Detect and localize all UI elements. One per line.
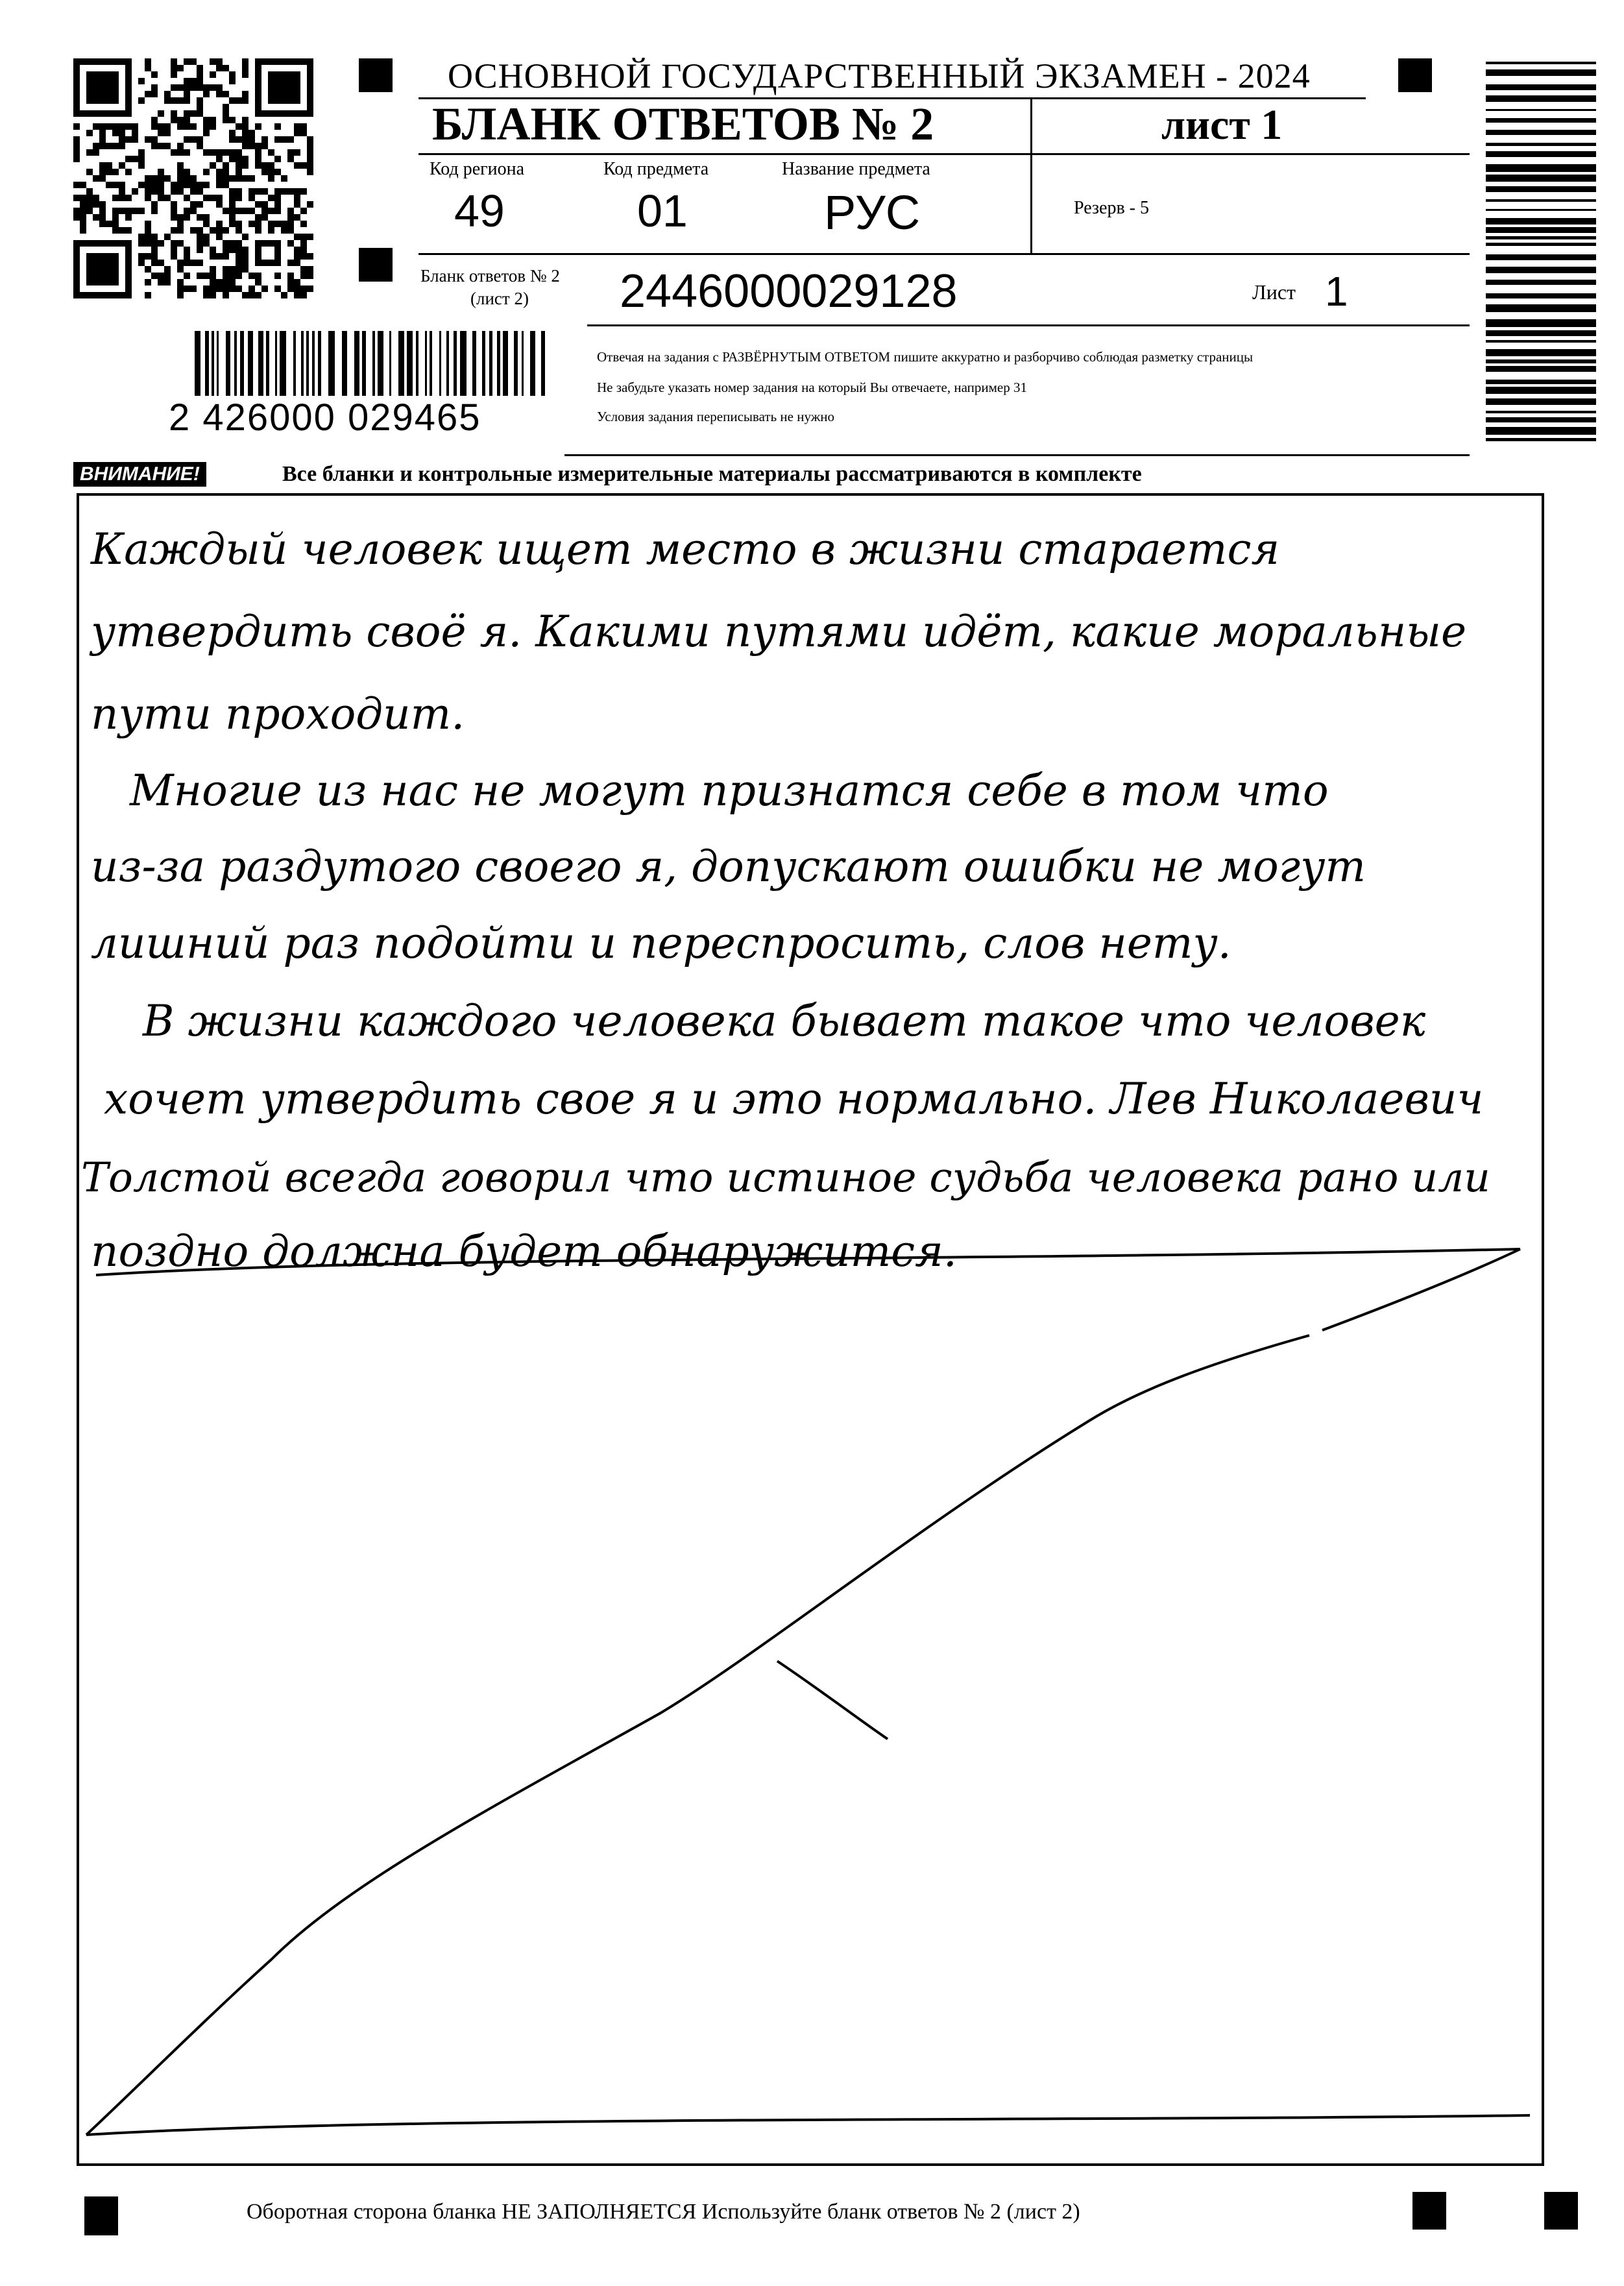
instruction-line-3: Условия задания переписывать не нужно (597, 409, 834, 424)
region-code-value: 49 (454, 186, 505, 236)
side-barcode (1486, 62, 1596, 444)
subject-code-label: Код предмета (603, 159, 709, 179)
subject-code-value: 01 (637, 186, 688, 236)
attention-badge: ВНИМАНИЕ! (73, 462, 206, 487)
answer-line: из-за раздутого своего я, допускают ошибки не могут (91, 842, 1366, 892)
link-label-2: (лист 2) (470, 289, 529, 308)
registration-marker-bottom-right-1 (1412, 2192, 1446, 2230)
link-label-1: Бланк ответов № 2 (420, 266, 560, 286)
answer-line: лишний раз подойти и переспросить, слов нету. (91, 918, 1231, 968)
link-barcode-number: 2446000029128 (620, 265, 958, 317)
title-divider (1030, 97, 1032, 253)
registration-marker-mid-left (359, 248, 393, 282)
header-line-3 (418, 253, 1470, 255)
footer-text: Оборотная сторона бланка НЕ ЗАПОЛНЯЕТСЯ Используйте бланк ответов № 2 (лист 2) (247, 2200, 1080, 2224)
answer-line: Многие из нас не могут признатся себе в том что (130, 766, 1329, 816)
header-bottom-line (564, 454, 1470, 456)
reserve-label: Резерв - 5 (1074, 198, 1150, 218)
registration-marker-bottom-left (84, 2196, 118, 2235)
registration-marker-bottom-right-2 (1544, 2192, 1578, 2230)
answer-line: Толстой всегда говорил что истиное судьба человека рано или (81, 1154, 1490, 1201)
sheet-label: лист 1 (1161, 101, 1283, 149)
answer-line: пути проходит. (91, 689, 465, 739)
sheet-number: 1 (1325, 268, 1348, 315)
exam-title: ОСНОВНОЙ ГОСУДАРСТВЕННЫЙ ЭКЗАМЕН - 2024 (448, 56, 1311, 95)
answer-line: Каждый человек ищет место в жизни старается (91, 524, 1280, 574)
answer-line: хочет утвердить свое я и это нормально. Лев Николаевич (104, 1074, 1484, 1124)
answer-line: В жизни каждого человека бывает такое что человек (143, 996, 1426, 1046)
instruction-line-1: Отвечая на задания с РАЗВЁРНУТЫМ ОТВЕТОМ пишите аккуратно и разборчиво соблюдая разметку страницы (597, 349, 1254, 365)
sheet-small-label: Лист (1252, 280, 1296, 304)
subject-name-value: РУС (824, 186, 921, 239)
registration-marker-top-left (359, 58, 393, 92)
attention-text: Все бланки и контрольные измерительные материалы рассматриваются в комплекте (282, 462, 1142, 486)
instruction-line-2: Не забудьте указать номер задания на который Вы отвечаете, например 31 (597, 380, 1027, 395)
header-line-2 (418, 153, 1470, 155)
z-strike (77, 1233, 1544, 2161)
registration-marker-top-right (1398, 58, 1432, 92)
answer-line: утвердить своё я. Какими путями идёт, какие моральные (91, 607, 1467, 657)
region-code-label: Код региона (430, 159, 525, 179)
qr-code (73, 58, 313, 298)
header-line-4 (587, 324, 1470, 326)
barcode-number: 2 426000 029465 (169, 396, 481, 439)
subject-name-label: Название предмета (782, 159, 930, 179)
answer-line: поздно должна будет обнаружится. (91, 1226, 957, 1276)
form-title: БЛАНК ОТВЕТОВ № 2 (432, 98, 934, 150)
